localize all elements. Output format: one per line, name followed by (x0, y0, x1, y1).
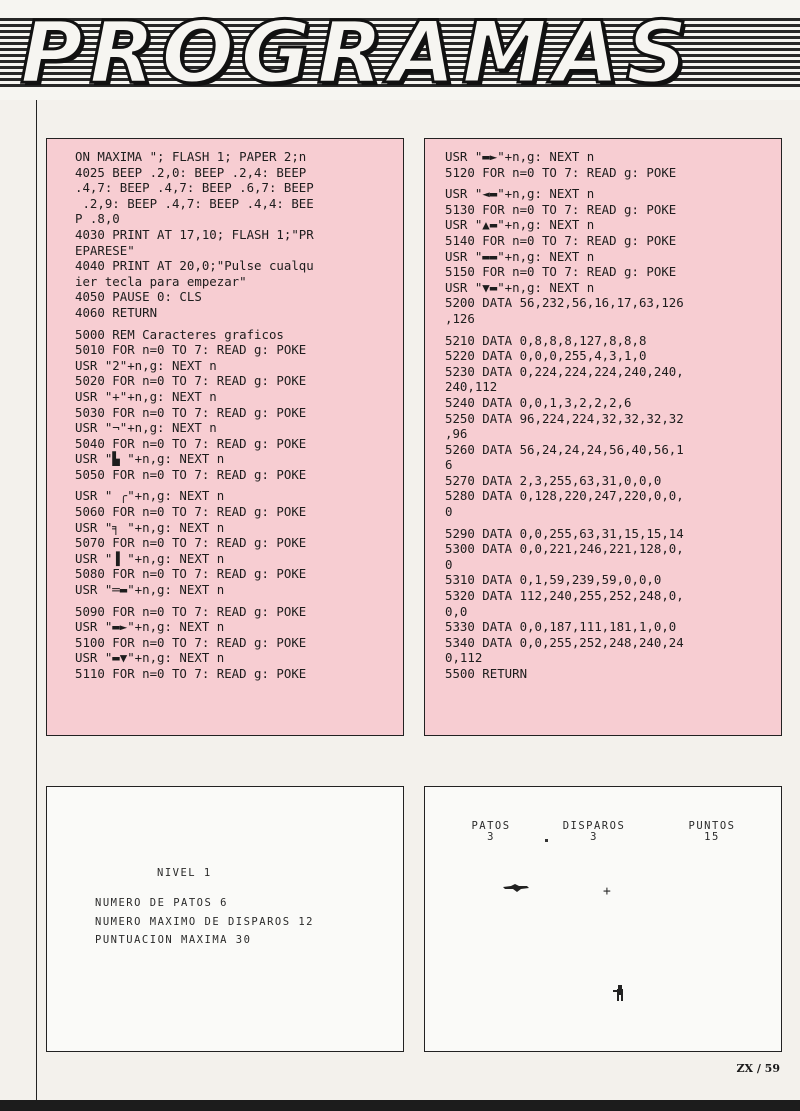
code-line: 5120 FOR n=0 TO 7: READ g: POKE (445, 164, 677, 180)
code-line: USR "▲▬"+n,g: NEXT n (445, 217, 595, 233)
code-line: 0,0 (445, 603, 468, 619)
code-line: ,96 (445, 426, 468, 442)
code-line: 5320 DATA 112,240,255,252,248,0, (445, 588, 684, 604)
hud-patos-value: 3 (487, 831, 495, 843)
code-line: 5240 DATA 0,0,1,3,2,2,2,6 (445, 394, 632, 410)
code-line: 4025 BEEP .2,0: BEEP .2,4: BEEP (75, 164, 307, 180)
page-title: PROGRAMAS (20, 3, 694, 100)
max-score-text: PUNTUACION MAXIMA 30 (95, 934, 252, 946)
code-line: 4040 PRINT AT 20,0;"Pulse cualqu (75, 258, 314, 274)
code-line: USR "▬►"+n,g: NEXT n (445, 149, 595, 164)
code-line: 5300 DATA 0,0,221,246,221,128,0, (445, 541, 684, 557)
code-line: 5340 DATA 0,0,255,252,248,240,24 (445, 634, 684, 650)
code-line: USR "¬"+n,g: NEXT n (75, 420, 217, 436)
code-line: 5210 DATA 0,8,8,8,127,8,8,8 (445, 332, 647, 348)
code-line: 5280 DATA 0,128,220,247,220,0,0, (445, 488, 684, 504)
header-banner (0, 0, 800, 100)
code-line: 5040 FOR n=0 TO 7: READ g: POKE (75, 435, 307, 451)
game-screen-intro (46, 786, 404, 1052)
code-line: ier tecla para empezar" (75, 273, 247, 289)
duck-sprite-icon (503, 883, 529, 893)
code-line: P .8,0 (75, 211, 120, 227)
code-line: 6 (445, 457, 453, 473)
code-line: 5310 DATA 0,1,59,239,59,0,0,0 (445, 572, 662, 588)
game-screen-play (424, 786, 782, 1052)
code-line: 5220 DATA 0,0,0,255,4,3,1,0 (445, 348, 647, 364)
code-line: 5500 RETURN (445, 666, 528, 681)
code-line: USR "+"+n,g: NEXT n (75, 388, 217, 404)
code-line: 4050 PAUSE 0: CLS (75, 289, 202, 305)
hud-puntos (677, 821, 747, 843)
max-shots-text: NUMERO MAXIMO DE DISPAROS 12 (95, 916, 315, 928)
code-line: EPARESE" (75, 242, 135, 258)
code-listing-right (424, 138, 782, 736)
code-line: USR "◄▬"+n,g: NEXT n (445, 186, 595, 202)
code-line: 4060 RETURN (75, 304, 158, 320)
code-line: USR "▼▬"+n,g: NEXT n (445, 279, 595, 295)
code-line: 5010 FOR n=0 TO 7: READ g: POKE (75, 342, 307, 358)
code-line: USR "▙ "+n,g: NEXT n (75, 451, 225, 467)
hud-disparos-label: DISPAROS (562, 820, 626, 832)
stray-dot (545, 839, 548, 842)
page-number: ZX / 59 (736, 1062, 780, 1075)
code-line: 240,112 (445, 379, 498, 395)
hud-patos (461, 821, 521, 843)
code-line: .4,7: BEEP .4,7: BEEP .6,7: BEEP (75, 180, 314, 196)
ducks-count-text: NUMERO DE PATOS 6 (95, 897, 228, 909)
hud-disparos-value: 3 (590, 831, 598, 843)
level-text: NIVEL 1 (157, 867, 212, 879)
code-line: USR "▬▬"+n,g: NEXT n (445, 248, 595, 264)
code-line: 5250 DATA 96,224,224,32,32,32,32 (445, 410, 684, 426)
hunter-sprite-icon (613, 985, 625, 1001)
code-line: 5060 FOR n=0 TO 7: READ g: POKE (75, 504, 307, 520)
code-line: 0 (445, 504, 453, 520)
code-line: 5020 FOR n=0 TO 7: READ g: POKE (75, 373, 307, 389)
code-line: 5050 FOR n=0 TO 7: READ g: POKE (75, 466, 307, 482)
code-line: 5070 FOR n=0 TO 7: READ g: POKE (75, 535, 307, 551)
code-line: 5270 DATA 2,3,255,63,31,0,0,0 (445, 472, 662, 488)
code-line: 5140 FOR n=0 TO 7: READ g: POKE (445, 232, 677, 248)
code-line: 5290 DATA 0,0,255,63,31,15,15,14 (445, 525, 684, 541)
hud-puntos-label: PUNTOS (688, 820, 736, 832)
code-line: USR "▬►"+n,g: NEXT n (75, 619, 225, 635)
code-line: USR "▬▼"+n,g: NEXT n (75, 650, 225, 666)
code-line: 5260 DATA 56,24,24,24,56,40,56,1 (445, 441, 684, 457)
code-line: 5200 DATA 56,232,56,16,17,63,126 (445, 295, 684, 311)
hud-puntos-value: 15 (704, 831, 720, 843)
bottom-strip (0, 1100, 800, 1111)
code-line: 0,112 (445, 650, 483, 666)
code-line: 5130 FOR n=0 TO 7: READ g: POKE (445, 201, 677, 217)
code-line: ON MAXIMA "; FLASH 1; PAPER 2;n (75, 149, 307, 164)
code-listing-left (46, 138, 404, 736)
code-line: 5090 FOR n=0 TO 7: READ g: POKE (75, 603, 307, 619)
code-line: .2,9: BEEP .4,7: BEEP .4,4: BEE (75, 195, 314, 211)
crosshair-icon: + (603, 884, 613, 899)
code-line: USR "╕ "+n,g: NEXT n (75, 519, 225, 535)
code-line: 5100 FOR n=0 TO 7: READ g: POKE (75, 634, 307, 650)
code-line: USR "▐ "+n,g: NEXT n (75, 550, 225, 566)
code-line: 5230 DATA 0,224,224,224,240,240, (445, 363, 684, 379)
code-line: 5150 FOR n=0 TO 7: READ g: POKE (445, 264, 677, 280)
code-line: 5330 DATA 0,0,187,111,181,1,0,0 (445, 619, 677, 635)
hud-patos-label: PATOS (471, 820, 511, 832)
code-line: 5030 FOR n=0 TO 7: READ g: POKE (75, 404, 307, 420)
code-line: USR " ╭"+n,g: NEXT n (75, 488, 225, 504)
code-line: 5110 FOR n=0 TO 7: READ g: POKE (75, 666, 307, 681)
code-line: USR "═▬"+n,g: NEXT n (75, 582, 225, 598)
code-line: 5080 FOR n=0 TO 7: READ g: POKE (75, 566, 307, 582)
hud-disparos (549, 821, 639, 843)
code-line: ,126 (445, 310, 475, 326)
code-line: 5000 REM Caracteres graficos (75, 326, 284, 342)
code-line: 4030 PRINT AT 17,10; FLASH 1;"PR (75, 226, 314, 242)
code-line: USR "2"+n,g: NEXT n (75, 357, 217, 373)
code-line: 0 (445, 556, 453, 572)
